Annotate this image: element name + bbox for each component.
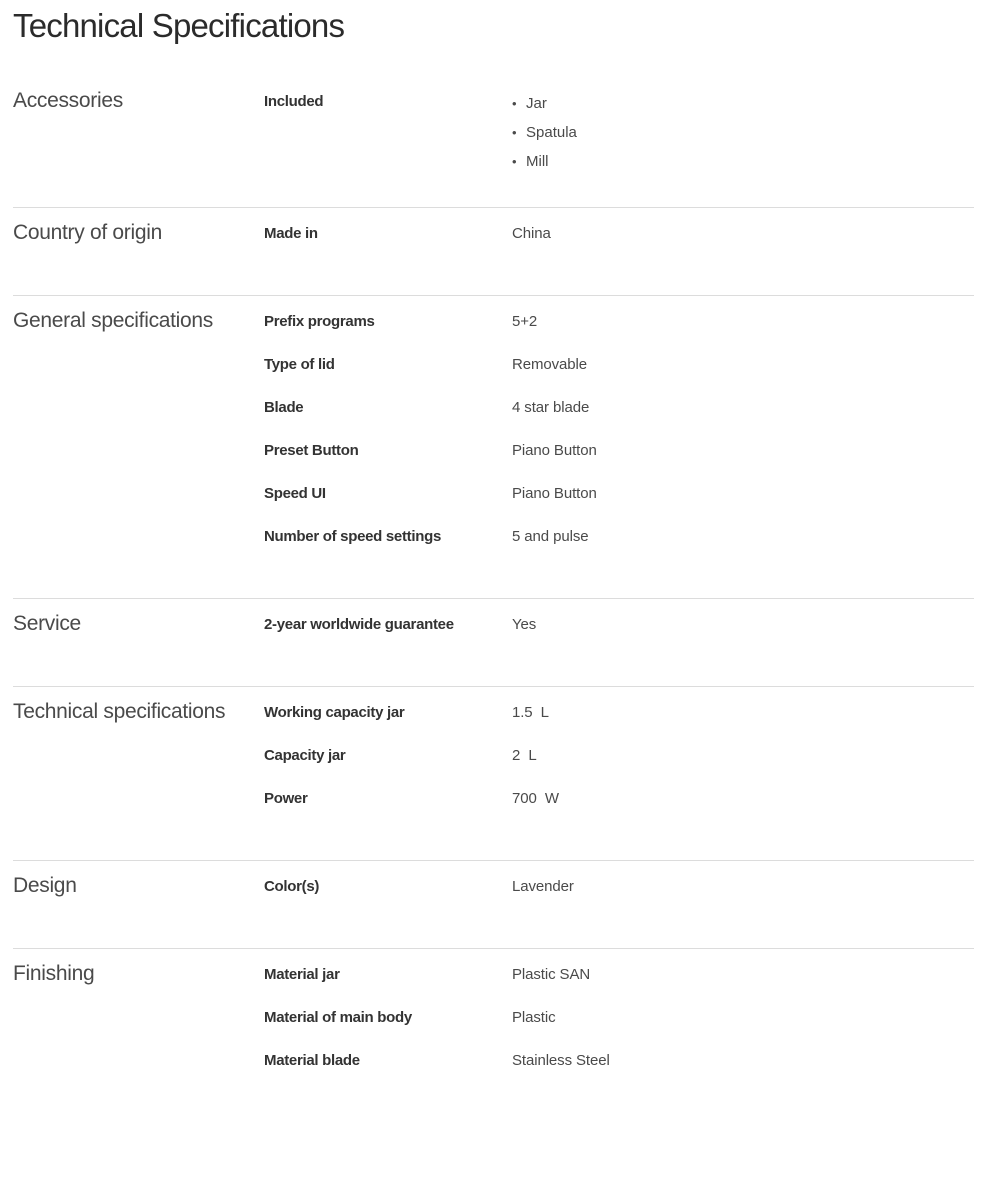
included-list	[512, 89, 577, 176]
spec-row	[264, 1048, 974, 1091]
spec-section-design	[13, 861, 974, 949]
spec-value: Piano Button	[512, 485, 597, 502]
section-title: Design	[13, 874, 77, 897]
spec-section-general-specifications	[13, 296, 974, 599]
spec-label: Included	[264, 93, 324, 110]
spec-value: 5 and pulse	[512, 528, 589, 545]
spec-value: 5+2	[512, 313, 538, 330]
spec-label: Blade	[264, 399, 304, 416]
section-title: Technical specifications	[13, 700, 226, 723]
spec-value: Piano Button	[512, 442, 597, 459]
spec-row	[264, 221, 974, 264]
spec-row	[264, 1005, 974, 1048]
spec-section-accessories	[13, 76, 974, 208]
list-item-text: Spatula	[526, 124, 577, 141]
spec-label: Working capacity jar	[264, 704, 405, 721]
spec-label: Made in	[264, 225, 318, 242]
section-rows	[264, 309, 974, 567]
spec-label: Prefix programs	[264, 313, 375, 330]
list-item	[512, 89, 577, 118]
spec-label: Preset Button	[264, 442, 359, 459]
list-item	[512, 147, 577, 176]
spec-list	[13, 76, 974, 1122]
spec-value: Plastic	[512, 1009, 556, 1026]
section-rows	[264, 874, 974, 917]
spec-row	[264, 481, 974, 524]
spec-value: Lavender	[512, 878, 574, 895]
spec-row	[264, 352, 974, 395]
spec-label: Power	[264, 790, 308, 807]
spec-row	[264, 874, 974, 917]
section-title: Finishing	[13, 962, 95, 985]
spec-label: 2-year worldwide guarantee	[264, 616, 454, 633]
spec-label: Number of speed settings	[264, 528, 441, 545]
spec-row	[264, 438, 974, 481]
spec-label: Type of lid	[264, 356, 335, 373]
spec-section-finishing	[13, 949, 974, 1122]
spec-row	[264, 395, 974, 438]
spec-label: Speed UI	[264, 485, 326, 502]
section-rows	[264, 89, 974, 176]
section-rows	[264, 962, 974, 1091]
spec-label: Material of main body	[264, 1009, 412, 1026]
section-rows	[264, 700, 974, 829]
bullet-icon: •	[512, 96, 517, 111]
spec-value: Stainless Steel	[512, 1052, 610, 1069]
section-title: Country of origin	[13, 221, 162, 244]
spec-row	[264, 743, 974, 786]
spec-row	[264, 89, 974, 176]
spec-value: 1.5 L	[512, 704, 549, 721]
bullet-icon: •	[512, 125, 517, 140]
spec-row	[264, 700, 974, 743]
spec-value: Plastic SAN	[512, 966, 591, 983]
spec-value: 700 W	[512, 790, 559, 807]
spec-value: 2 L	[512, 747, 537, 764]
section-title: General specifications	[13, 309, 214, 332]
list-item-text: Mill	[526, 153, 549, 170]
spec-value: 4 star blade	[512, 399, 590, 416]
section-rows	[264, 221, 974, 264]
spec-row	[264, 786, 974, 829]
page-title: Technical Specifications	[13, 7, 345, 44]
spec-section-service	[13, 599, 974, 687]
spec-label: Material blade	[264, 1052, 360, 1069]
spec-value: China	[512, 225, 551, 242]
spec-row	[264, 524, 974, 567]
list-item-text: Jar	[526, 95, 547, 112]
spec-section-technical-specifications	[13, 687, 974, 861]
spec-label: Material jar	[264, 966, 340, 983]
spec-row	[264, 309, 974, 352]
list-item	[512, 118, 577, 147]
section-rows	[264, 612, 974, 655]
spec-section-country-of-origin	[13, 208, 974, 296]
spec-label: Capacity jar	[264, 747, 346, 764]
spec-value: Yes	[512, 616, 537, 633]
spec-value: Removable	[512, 356, 587, 373]
spec-label: Color(s)	[264, 878, 320, 895]
section-title: Accessories	[13, 89, 123, 112]
spec-row	[264, 612, 974, 655]
bullet-icon: •	[512, 154, 517, 169]
spec-row	[264, 962, 974, 1005]
section-title: Service	[13, 612, 81, 635]
